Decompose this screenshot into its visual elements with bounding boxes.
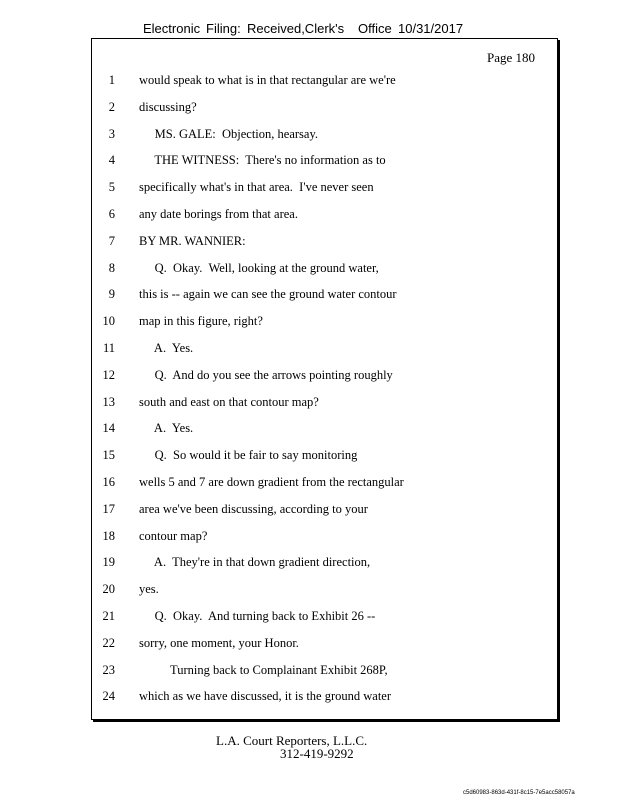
- line-number: 15: [102, 448, 115, 463]
- line-number: 19: [102, 555, 115, 570]
- line-number: 12: [102, 367, 115, 382]
- line-text: A. Yes.: [139, 421, 194, 436]
- filing-header-electronic: Electronic: [143, 21, 201, 36]
- transcript-line: [0, 661, 618, 679]
- transcript-line: [0, 205, 618, 223]
- line-number: 2: [108, 99, 115, 114]
- line-text: specifically what's in that area. I've never seen: [139, 180, 374, 195]
- reporter-name: L.A. Court Reporters, L.L.C.: [216, 733, 368, 748]
- line-text: Q. So would it be fair to say monitoring: [139, 448, 358, 463]
- transcript-line: [0, 527, 618, 545]
- transcript-line: [0, 98, 618, 116]
- line-text: south and east on that contour map?: [139, 394, 319, 409]
- transcript-line: [0, 419, 618, 437]
- transcript-line: [0, 312, 618, 330]
- line-text: wells 5 and 7 are down gradient from the rectangular: [139, 475, 404, 489]
- transcript-line: [0, 393, 618, 411]
- line-number: 21: [102, 609, 115, 623]
- line-number: 8: [108, 260, 115, 275]
- line-text: any date borings from that area.: [139, 207, 298, 221]
- line-number: 16: [102, 475, 115, 489]
- transcript-line: [0, 178, 618, 196]
- line-text: A. They're in that down gradient direction,: [139, 555, 371, 570]
- transcript-line: [0, 446, 618, 464]
- line-number: 24: [102, 689, 115, 704]
- line-text: THE WITNESS: There's no information as to: [139, 153, 386, 168]
- line-number: 4: [108, 153, 115, 168]
- line-text: Q. And do you see the arrows pointing roughly: [139, 367, 393, 382]
- reporter-phone: 312-419-9292: [280, 746, 354, 761]
- line-number: 18: [102, 528, 115, 543]
- line-number: 10: [102, 314, 115, 329]
- line-number: 23: [102, 662, 115, 677]
- line-number: 3: [108, 126, 115, 141]
- line-text: sorry, one moment, your Honor.: [139, 635, 299, 650]
- line-number: 7: [108, 233, 115, 248]
- transcript-line: [0, 607, 618, 625]
- document-hash: c5d60983-863d-431f-8c15-7e5acc58057a: [463, 790, 575, 796]
- filing-header: [0, 20, 618, 38]
- line-text: Q. Okay. And turning back to Exhibit 26 --: [139, 609, 376, 623]
- line-number: 6: [108, 207, 115, 221]
- transcript-line: [0, 634, 618, 652]
- line-number: 20: [102, 582, 115, 597]
- line-number: 9: [108, 287, 115, 302]
- line-text: Turning back to Complainant Exhibit 268P,: [139, 662, 388, 677]
- transcript-line: [0, 125, 618, 143]
- line-text: yes.: [139, 582, 159, 597]
- line-text: BY MR. WANNIER:: [139, 233, 246, 248]
- transcript-line: [0, 580, 618, 598]
- transcript-line: [0, 232, 618, 250]
- line-number: 14: [102, 421, 115, 436]
- transcript-line: [0, 71, 618, 89]
- transcript-line: [0, 339, 618, 357]
- line-number: 22: [102, 635, 115, 650]
- line-number: 13: [102, 394, 115, 409]
- line-number: 17: [102, 501, 115, 516]
- transcript-line: [0, 366, 618, 384]
- line-text: discussing?: [139, 99, 197, 114]
- line-number: 11: [102, 341, 115, 355]
- line-text: area we've been discussing, according to your: [139, 501, 368, 516]
- line-number: 5: [108, 180, 115, 195]
- filing-header-filing: Filing:: [206, 21, 241, 36]
- transcript-line: [0, 151, 618, 169]
- line-number: 1: [108, 73, 115, 87]
- transcript-line: [0, 259, 618, 277]
- line-text: Q. Okay. Well, looking at the ground water,: [139, 260, 379, 275]
- line-text: this is -- again we can see the ground water contour: [139, 287, 397, 302]
- transcript-line: [0, 687, 618, 705]
- line-text: contour map?: [139, 528, 208, 543]
- transcript-line: [0, 285, 618, 303]
- filing-header-office: Office: [358, 21, 392, 36]
- line-text: which as we have discussed, it is the ground water: [139, 689, 392, 704]
- page-number: Page 180: [487, 50, 536, 65]
- transcript-line: [0, 553, 618, 571]
- line-text: A. Yes.: [139, 341, 194, 355]
- line-text: map in this figure, right?: [139, 314, 263, 329]
- line-text: would speak to what is in that rectangular are we're: [139, 73, 396, 87]
- line-text: MS. GALE: Objection, hearsay.: [139, 126, 319, 141]
- transcript-line: [0, 473, 618, 491]
- filing-header-received-clerks: Received,Clerk's: [247, 21, 345, 36]
- filing-header-date: 10/31/2017: [398, 21, 464, 36]
- transcript-line: [0, 500, 618, 518]
